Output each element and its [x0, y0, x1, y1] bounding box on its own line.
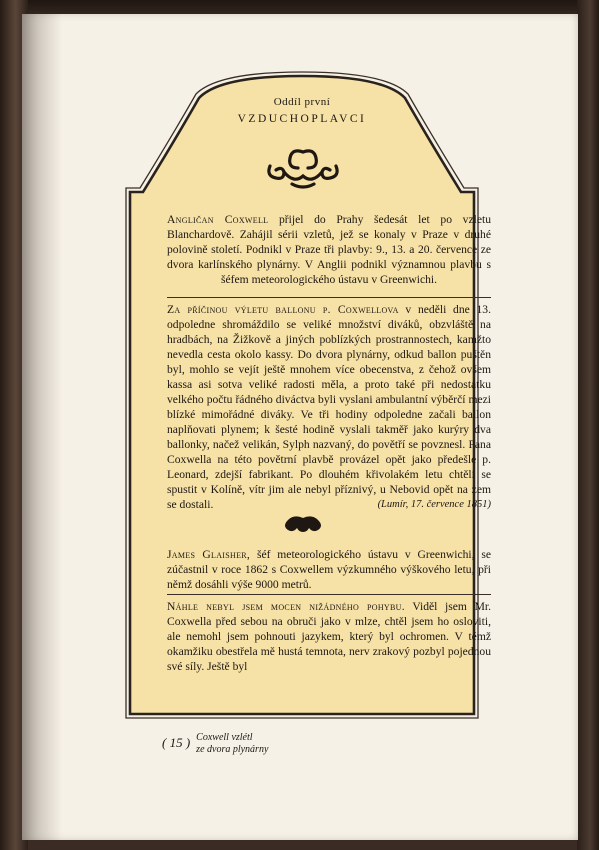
- glaisher-lead: James Glaisher,: [167, 548, 251, 561]
- divider-rule: [167, 297, 491, 298]
- section-title: VZDUCHOPLAVCI: [237, 113, 367, 125]
- figure-caption: [196, 732, 268, 756]
- quote-text: v neděli dne 13. odpoledne shromáždilo se veliké množství diváků, obzvláště na hradbách, na Žižkově a jiných poblízkých prostrannostech, kamžto nevedla cesta okolo kassy. Do dvora plynárny, odkud ballon puštěn byl, mohlo se vejít ještě mnohem více obecenstva, z čehož ovšem kassa asi sotva veliké radosti měla, a proto také při nedostatku velkého počtu řádného diváctva byli vyslani ambulantní výběrčí mezi blízké mimořádné diváky. Ve tři hodiny odpoledne začali ballon naplňovati plynem; k šesté hodině vyslali takměř jako kurýry dva ballonky, načež velikán, Sylph nazvaný, do povětří se povznesl. Pana Coxwella na této povětrní plavbě provázel opět jako předešle p. Leonard, zdejší fabrikant. Po dlouhém křivolakém letu chtěli se spustit v Kolíně, vítr jim ale nebyl příznivý, u Nebovid opět na zem se dostali.: [167, 303, 491, 511]
- intro-lead: Angličan Coxwell: [167, 213, 269, 226]
- divider-rule: [167, 594, 491, 595]
- glaisher-text: šéf meteorologického ústavu v Greenwichi, se zúčastnil v roce 1862 s Coxwellem výzkumného výškového letu, při němž dosáhli výše 9000 metrů.: [167, 548, 491, 591]
- quote-paragraph: [167, 302, 491, 512]
- book-page: [22, 14, 578, 840]
- sudden-lead: Náhle nebyl jsem mocen nižádného pohybu.: [167, 600, 405, 613]
- page-footer: [162, 732, 268, 756]
- intro-text: přijel do Prahy šedesát let po vzletu Blanchardově. Zahájil sérii vzletů, jež se konaly v Praze v druhé polovině století. Podnikl v Praze tři plavby: 9., 13. a 20. července ze dvora karlínského plynárny. V Anglii podnikl významnou plavbu s šéfem meteorologického ústavu v Greenwichi.: [167, 213, 491, 286]
- section-label: Oddíl první: [273, 96, 331, 108]
- ornament-middle-icon: [280, 514, 326, 536]
- ornament-top-icon: [262, 146, 344, 190]
- quote-citation: (Lumír, 17. července 1851): [377, 499, 491, 510]
- caption-line-2: ze dvora plynárny: [196, 744, 269, 755]
- glaisher-paragraph: [167, 547, 491, 592]
- quote-lead: Za příčinou výletu ballonu p. Coxwellova: [167, 303, 399, 316]
- section-header: [202, 96, 402, 125]
- caption-line-1: Coxwell vzlétl: [196, 732, 253, 743]
- page-number: ( 15 ): [162, 735, 191, 750]
- sudden-paragraph: [167, 599, 491, 674]
- intro-paragraph: [167, 212, 491, 287]
- book-cover-edge: [577, 0, 599, 850]
- sudden-text: Viděl jsem Mr. Coxwella před sebou na obruči jako v mlze, chtěl jsem ho osloviti, ale nemohl jsem pohnouti jazykem, který byl ochromen. V témž okamžiku obestřela mě hustá temnota, nerv zrakový pozbyl pojednou své síly. Ještě byl: [167, 600, 491, 673]
